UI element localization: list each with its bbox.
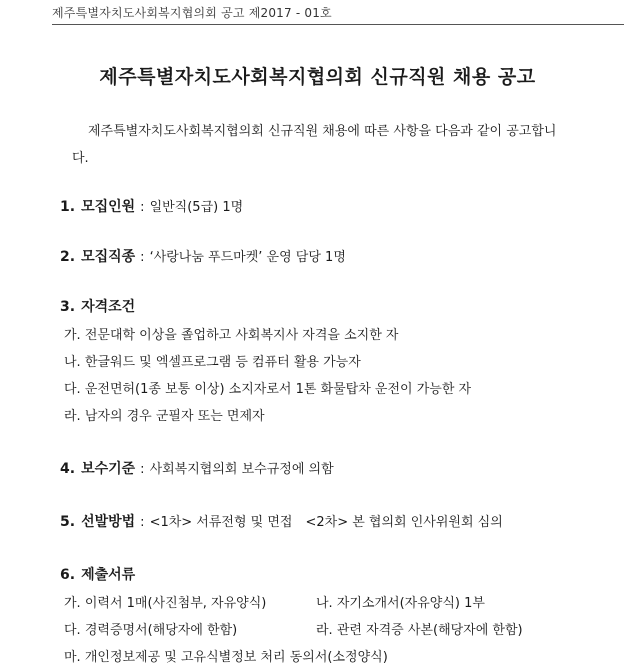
section-label: 모집인원	[81, 199, 136, 215]
header-divider	[52, 24, 624, 25]
section-label: 선발방법	[81, 514, 136, 530]
section-number: 6.	[60, 567, 76, 583]
section-number: 2.	[60, 249, 76, 265]
section-selection-method: 5. 선발방법 : <1차> 서류전형 및 면접 <2차> 본 협의회 인사위원회 심의	[60, 514, 503, 530]
intro-paragraph: 제주특별자치도사회복지협의회 신규직원 채용에 따른 사항을 다음과 같이 공고합니다.	[72, 124, 557, 166]
page-title: 제주특별자치도사회복지협의회 신규직원 채용 공고	[99, 66, 536, 88]
section-label: 보수기준	[81, 461, 136, 477]
section-documents	[60, 564, 135, 584]
list-item: 나. 자기소개서(자유양식) 1부	[316, 596, 485, 611]
section-salary: 4. 보수기준 : 사회복지협의회 보수규정에 의함	[60, 461, 334, 477]
section-label: 제출서류	[81, 567, 136, 583]
list-item: 나. 한글워드 및 엑셀프로그램 등 컴퓨터 활용 가능자	[64, 355, 361, 370]
section-label: 자격조건	[81, 299, 136, 315]
section-value: 사회복지협의회 보수규정에 의함	[149, 462, 334, 477]
section-value: <1차> 서류전형 및 면접 <2차> 본 협의회 인사위원회 심의	[149, 515, 503, 530]
list-item: 마. 개인정보제공 및 고유식별정보 처리 동의서(소정양식)	[64, 650, 388, 665]
list-item: 라. 남자의 경우 군필자 또는 면제자	[64, 409, 265, 424]
section-number: 5.	[60, 514, 76, 530]
section-value: 일반직(5급) 1명	[149, 200, 244, 215]
section-number: 1.	[60, 199, 76, 215]
list-item: 가. 전문대학 이상을 졸업하고 사회복지사 자격을 소지한 자	[64, 328, 399, 343]
list-item: 다. 경력증명서(해당자에 한함)	[64, 623, 238, 638]
section-qualifications	[60, 296, 135, 316]
section-number: 4.	[60, 461, 76, 477]
list-item: 다. 운전면허(1종 보통 이상) 소지자로서 1톤 화물탑차 운전이 가능한 자	[64, 382, 472, 397]
document-number: 제주특별자치도사회복지협의회 공고 제2017 - 01호	[52, 6, 332, 20]
section-job-type: 2. 모집직종 : ‘사랑나눔 푸드마켓’ 운영 담당 1명	[60, 249, 346, 265]
section-recruit-count: 1. 모집인원 : 일반직(5급) 1명	[60, 199, 244, 215]
list-item: 가. 이력서 1매(사진첨부, 자유양식)	[64, 596, 267, 611]
list-item: 라. 관련 자격증 사본(해당자에 한함)	[316, 623, 523, 638]
section-value: ‘사랑나눔 푸드마켓’ 운영 담당 1명	[149, 250, 346, 265]
section-number: 3.	[60, 299, 76, 315]
section-label: 모집직종	[81, 249, 136, 265]
